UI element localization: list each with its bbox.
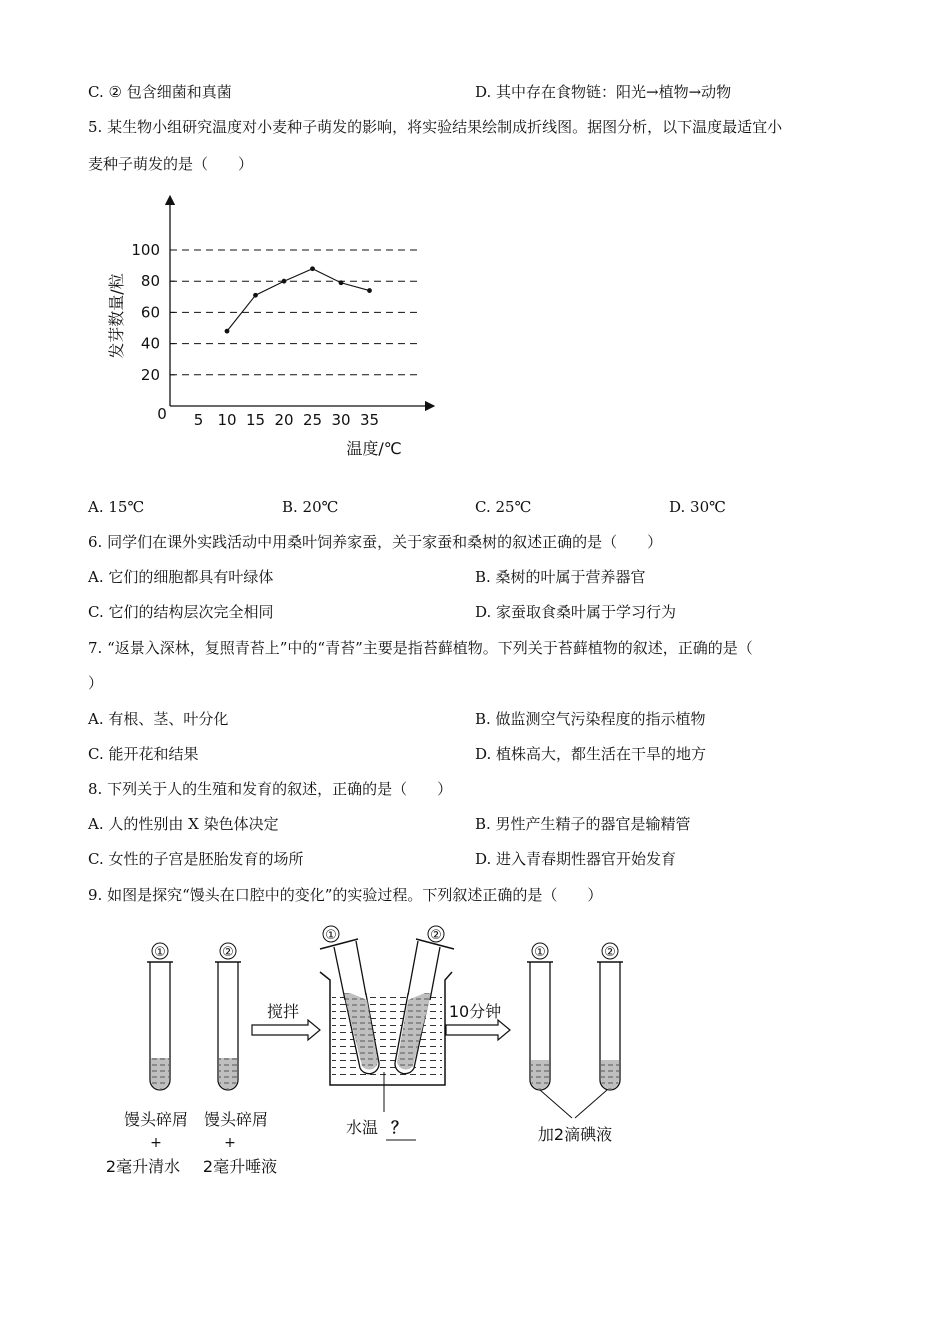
tube-1-content-b: 2毫升清水	[105, 1157, 181, 1176]
grid-lines	[170, 250, 422, 375]
data-point	[367, 288, 372, 293]
q6-option-d: D. 家蚕取食桑叶属于学习行为	[475, 603, 677, 621]
experiment-diagram	[100, 918, 660, 1180]
tube-2-content-b: 2毫升唾液	[202, 1157, 278, 1176]
stir-label: 搅拌	[266, 1002, 300, 1021]
q7-option-d: D. 植株高大，都生活在干旱的地方	[475, 745, 707, 763]
tube-1-label: ①	[154, 945, 166, 960]
y-axis-label: 发芽数量/粒	[107, 273, 126, 359]
q8-option-d: D. 进入青春期性器官开始发育	[475, 850, 677, 868]
q7-option-c: C. 能开花和结果	[88, 745, 199, 763]
tube-2-label: ②	[222, 945, 234, 960]
q6-option-c: C. 它们的结构层次完全相同	[88, 603, 274, 621]
stir-arrow	[252, 1020, 320, 1040]
germination-line-chart	[100, 190, 445, 465]
y-tick-label: 80	[140, 272, 160, 291]
data-point	[225, 329, 230, 334]
x-tick-label: 20	[274, 411, 294, 429]
water-temp-blank: ？	[390, 1118, 408, 1137]
beaker-tube-2-label: ②	[430, 928, 442, 943]
x-tick-label: 15	[245, 411, 266, 429]
test-tube-1	[147, 943, 173, 1090]
q5-stem-line1: 5. 某生物小组研究温度对小麦种子萌发的影响，将实验结果绘制成折线图。据图分析，以下温度最适宜小	[88, 118, 783, 136]
q9-stem: 9. 如图是探究“馒头在口腔中的变化”的实验过程。下列叙述正确的是（ ）	[88, 886, 603, 904]
series-points	[225, 266, 372, 333]
x-tick-labels	[194, 411, 379, 429]
result-tube-2	[597, 943, 623, 1090]
series-line	[227, 269, 370, 331]
data-point	[339, 280, 344, 285]
x-tick-label: 10	[217, 411, 237, 429]
beaker-tube-1-label: ①	[325, 928, 337, 943]
q7-stem-line2: ）	[88, 674, 104, 692]
result-tube-2-label: ②	[604, 945, 616, 960]
tube-2-content-a: 馒头碎屑	[203, 1110, 269, 1129]
q4-option-c: C. ② 包含细菌和真菌	[88, 83, 232, 101]
x-axis-label: 温度/℃	[346, 439, 402, 458]
q5-stem-line2: 麦种子萌发的是（ ）	[88, 155, 254, 173]
y-tick-label: 60	[140, 303, 160, 322]
iodine-label: 加2滴碘液	[537, 1125, 613, 1144]
x-tick-label: 30	[331, 411, 351, 429]
q7-option-a: A. 有根、茎、叶分化	[88, 710, 229, 728]
data-point	[253, 293, 258, 298]
y-tick-labels	[131, 241, 175, 384]
test-tube-2	[215, 943, 241, 1090]
q8-option-a: A. 人的性别由 X 染色体决定	[88, 815, 279, 833]
water-bath-beaker	[320, 941, 452, 1085]
q6-option-b: B. 桑树的叶属于营养器官	[475, 568, 646, 586]
tube-2-plus: +	[224, 1135, 236, 1151]
y-tick-label: 20	[140, 365, 160, 384]
q6-option-a: A. 它们的细胞都具有叶绿体	[88, 568, 274, 586]
q8-stem: 8. 下列关于人的生殖和发育的叙述，正确的是（ ）	[88, 780, 453, 798]
q5-option-a: A. 15℃	[88, 498, 145, 516]
result-tube-1-label: ①	[534, 945, 546, 960]
q4-option-d: D. 其中存在食物链：阳光→植物→动物	[475, 83, 732, 101]
data-point	[310, 266, 315, 271]
origin-label: 0	[157, 405, 167, 423]
x-tick-label: 5	[193, 411, 204, 429]
q5-option-d: D. 30℃	[669, 498, 726, 516]
tube-1-content-a: 馒头碎屑	[123, 1110, 189, 1129]
q5-option-b: B. 20℃	[282, 498, 339, 516]
x-tick-label: 35	[359, 411, 380, 429]
ten-minutes-arrow	[446, 1020, 510, 1040]
q7-stem-line1: 7. “返景入深林，复照青苔上”中的“青苔”主要是指苔藓植物。下列关于苔藓植物的叙述，正确的是（	[88, 639, 753, 657]
x-tick-label: 25	[302, 411, 323, 429]
result-tube-1	[527, 943, 553, 1090]
q8-option-b: B. 男性产生精子的器官是输精管	[475, 815, 691, 833]
tube-1-plus: +	[150, 1135, 162, 1151]
q6-stem: 6. 同学们在课外实践活动中用桑叶饲养家蚕，关于家蚕和桑树的叙述正确的是（ ）	[88, 533, 663, 551]
y-tick-label: 100	[131, 241, 160, 259]
ten-minutes-label: 10分钟	[448, 1002, 502, 1021]
water-temp-label: 水温	[345, 1118, 379, 1137]
y-tick-label: 40	[140, 334, 160, 353]
q5-option-c: C. 25℃	[475, 498, 532, 516]
q8-option-c: C. 女性的子宫是胚胎发育的场所	[88, 850, 304, 868]
q7-option-b: B. 做监测空气污染程度的指示植物	[475, 710, 706, 728]
data-point	[282, 279, 287, 284]
